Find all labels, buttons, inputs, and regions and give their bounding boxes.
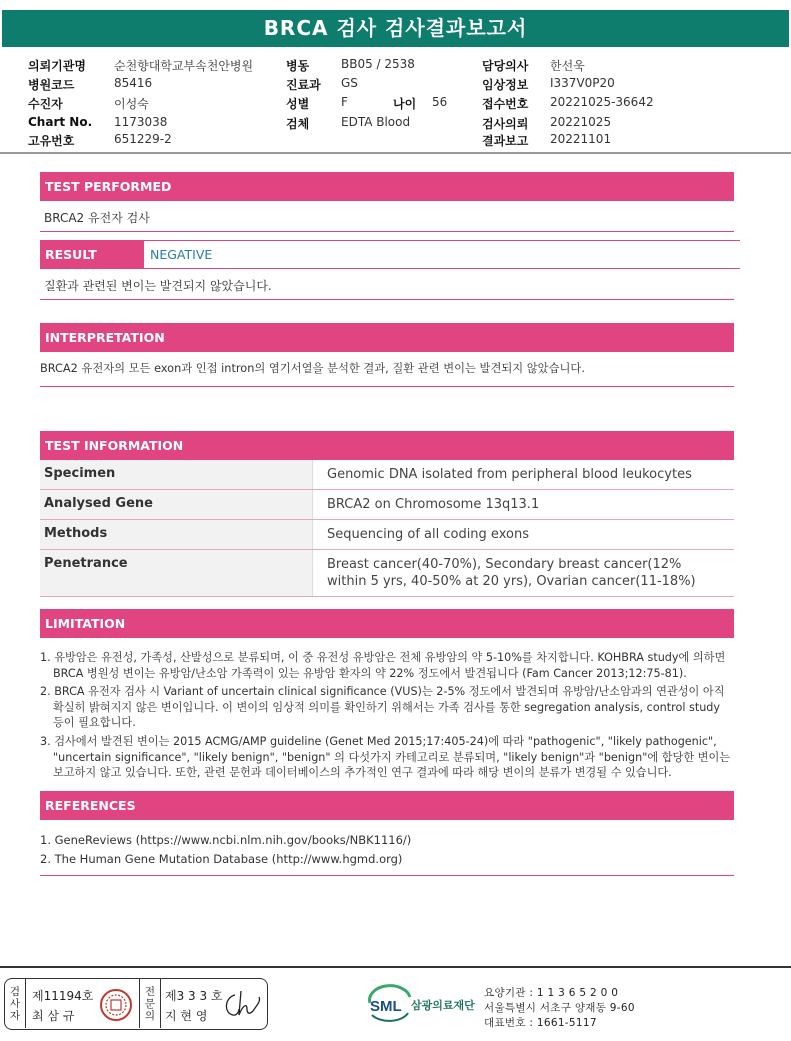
divider	[40, 386, 734, 387]
value-recipient: 이성숙	[114, 97, 149, 111]
value-ward: BB05 / 2538	[341, 57, 415, 71]
org-phone: 대표번호 : 1661-5117	[484, 1017, 597, 1029]
value-institution: 순천향대학교부속천안병원	[114, 59, 254, 73]
patient-info-header	[0, 48, 791, 154]
sml-logo-text: SML	[370, 998, 402, 1015]
footer-divider	[0, 966, 791, 968]
table-row	[40, 520, 734, 550]
interpretation-text: BRCA2 유전자의 모든 exon과 인접 intron의 염기서열을 분석한 결과, 질환 관련 변이는 발견되지 않았습니다.	[40, 362, 585, 375]
tester-label-char: 자	[9, 1009, 21, 1022]
label-ward: 병동	[286, 59, 310, 73]
limitation-heading: LIMITATION	[40, 609, 734, 638]
signature-icon	[221, 987, 263, 1021]
label-age: 나이	[393, 97, 417, 111]
expert-name: 지 현 영	[165, 1009, 208, 1023]
list-item: 2. BRCA 유전자 검사 시 Variant of uncertain clinical significance (VUS)는 2-5% 정도에서 발견되며 유방암/난소암과의 연관성이 아직 확실히 밝혀지지 않은 변이입니다. 이 변이의 임상적 의미를 확인하기 위해서는 가족 검사를 통한 segregation analysis, control study 등이 필요합니다.	[40, 685, 725, 730]
interpretation-heading: INTERPRETATION	[40, 323, 734, 352]
info-key-penetrance: Penetrance	[40, 550, 313, 597]
label-recipient: 수진자	[28, 97, 63, 111]
label-request-date: 검사의뢰	[482, 117, 529, 131]
label-chart-no: Chart No.	[28, 115, 93, 129]
tester-label	[5, 979, 26, 1028]
value-receipt-no: 20221025-36642	[550, 95, 654, 109]
label-sex: 성별	[286, 97, 310, 111]
care-institution-no: 요양기관 : 1 1 3 6 5 2 0 0	[484, 987, 619, 999]
list-item: 1. 유방암은 유전성, 가족성, 산발성으로 분류되며, 이 중 유전성 유방암은 전체 유방암의 약 5-10%를 차지합니다. KOHBRA study에 의하면 BRCA 병원성 변이는 유방암/난소암 가족력이 있는 유방암 환자의 약 22% 정도에서 발견됩니다 (Fam Cancer 2013;12:75-81).	[40, 651, 726, 680]
value-doctor: 한선욱	[550, 59, 585, 73]
value-age: 56	[432, 95, 448, 109]
value-hospital-code: 85416	[114, 76, 153, 90]
result-label: RESULT	[40, 240, 144, 269]
value-clinical-info: I337V0P20	[550, 76, 615, 90]
org-address: 서울특별시 서초구 양재동 9-60	[484, 1002, 635, 1014]
info-value-analysed-gene: BRCA2 on Chromosome 13q13.1	[313, 490, 735, 520]
limitation-list	[40, 650, 732, 784]
label-clinical-info: 임상정보	[482, 78, 529, 92]
divider	[40, 299, 734, 300]
tester-label-char: 사	[9, 997, 21, 1010]
seal-stamp-icon	[99, 988, 133, 1022]
label-hospital-code: 병원코드	[28, 78, 75, 92]
table-row	[40, 490, 734, 520]
info-key-methods: Methods	[40, 520, 313, 550]
test-performed-value: BRCA2 유전자 검사	[44, 211, 150, 225]
expert-label-char: 전	[144, 985, 156, 998]
expert-label-char: 문	[144, 997, 156, 1010]
reference-item: 1. GeneReviews (https://www.ncbi.nlm.nih.gov/books/NBK1116/)	[40, 833, 412, 847]
references-heading: REFERENCES	[40, 791, 734, 820]
test-information-table	[40, 460, 734, 597]
test-information-heading: TEST INFORMATION	[40, 431, 734, 460]
info-key-analysed-gene: Analysed Gene	[40, 490, 313, 520]
value-request-date: 20221025	[550, 115, 612, 129]
signature-box	[4, 978, 268, 1030]
expert-label	[139, 979, 161, 1028]
label-specimen: 검체	[286, 117, 310, 131]
tester-name: 최 삼 규	[32, 1009, 75, 1023]
label-doctor: 담당의사	[482, 59, 529, 73]
label-receipt-no: 접수번호	[482, 97, 529, 111]
table-row	[40, 550, 734, 597]
label-institution: 의뢰기관명	[28, 59, 86, 73]
result-text: 질환과 관련된 변이는 발견되지 않았습니다.	[44, 279, 272, 293]
table-row	[40, 460, 734, 490]
value-report-date: 20221101	[550, 132, 612, 146]
value-chart-no: 1173038	[114, 115, 168, 129]
report-title: BRCA 검사 검사결과보고서	[2, 10, 789, 47]
info-value-specimen: Genomic DNA isolated from peripheral blood leukocytes	[313, 460, 735, 490]
value-department: GS	[341, 76, 358, 90]
info-value-penetrance: Breast cancer(40-70%), Secondary breast cancer(12% within 5 yrs, 40-50% at 20 yrs), Ovarian cancer(11-18%)	[313, 550, 735, 597]
info-key-specimen: Specimen	[40, 460, 313, 490]
tester-label-char: 검	[9, 985, 21, 998]
divider	[40, 231, 734, 232]
value-unique-no: 651229-2	[114, 132, 172, 146]
info-value-methods: Sequencing of all coding exons	[313, 520, 735, 550]
result-value: NEGATIVE	[144, 240, 740, 269]
label-report-date: 결과보고	[482, 134, 529, 148]
value-specimen: EDTA Blood	[341, 115, 411, 129]
value-sex: F	[341, 95, 348, 109]
sml-logo-icon	[366, 983, 414, 1023]
tester-license-no: 제11194호	[32, 989, 94, 1003]
list-item: 3. 검사에서 발견된 변이는 2015 ACMG/AMP guideline (Genet Med 2015;17:405-24)에 따라 "pathogenic", "likely pathogenic", "uncertain significance", "likely benign", "benign" 의 다섯가지 카테고리로 분류되며, "likely benign"과 "benign"에 합당한 변이는 보고하지 않고 있습니다. 또한, 관련 문헌과 데이터베이스의 추가적인 연구 결과에 따라 해당 변이의 분류가 변경될 수 있습니다.	[40, 734, 731, 780]
org-name: 삼광의료재단	[411, 999, 475, 1012]
label-department: 진료과	[286, 78, 321, 92]
divider	[40, 875, 734, 876]
expert-label-char: 의	[144, 1009, 156, 1022]
label-unique-no: 고유번호	[28, 134, 75, 148]
test-performed-heading: TEST PERFORMED	[40, 172, 734, 201]
expert-license-no: 제3 3 3 호	[165, 989, 223, 1003]
reference-item: 2. The Human Gene Mutation Database (http://www.hgmd.org)	[40, 852, 403, 866]
